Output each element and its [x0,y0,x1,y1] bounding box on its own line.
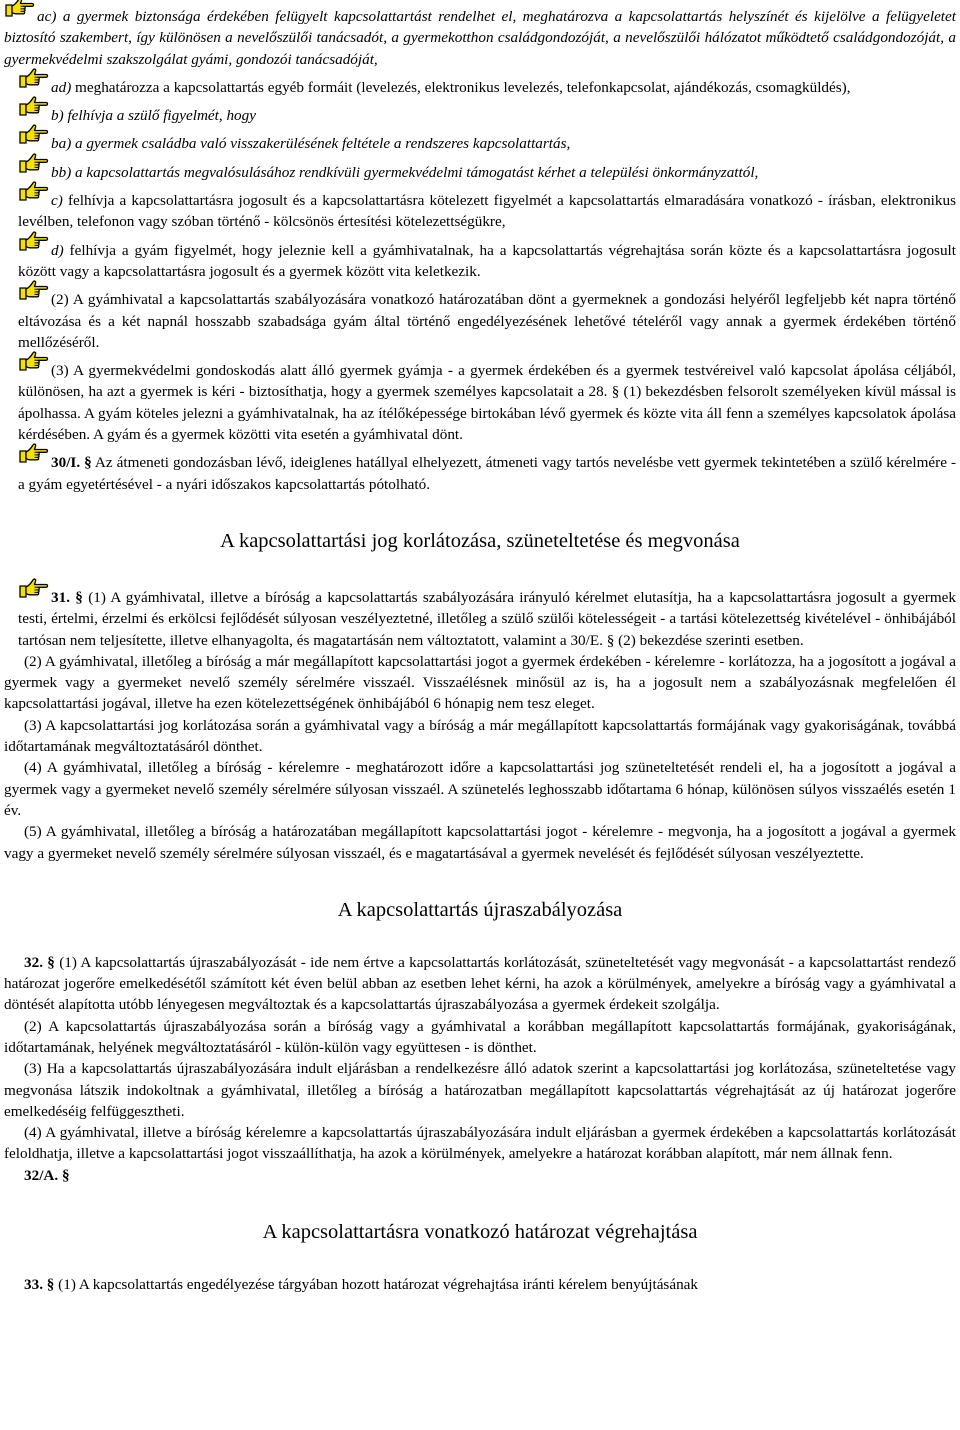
point-bb: bb) a kapcsolattartás megvalósulásához rendkívüli gyermekvédelmi támogatást kérhet a települési önkormányzattól, [4,158,956,183]
pointing-hand-icon[interactable] [18,442,49,464]
section-number: 32. [24,953,43,971]
pointing-hand-icon[interactable] [18,279,49,301]
point-b: b) felhívja a szülő figyelmét, hogy [4,101,956,126]
section-31-2: (2) A gyámhivatal, illetőleg a bíróság a már megállapított kapcsolattartási jogot a gyermek érdekében - kérelemre - korlátozza, ha a jogosított a jogával a gyermek vagy a gyermeket nevelő személy sérelmére visszaél. Visszaélésnek minősül az is, ha a jogosult nem a szabályozásnak megfelelően él kapcsolattartási jogával, illetve ha ezen kötelezettségének önhibájából 6 hónapig nem tesz eleget. [4,652,956,713]
section-sign-link[interactable]: § [84,454,92,472]
section-sign-link[interactable]: § [61,1166,70,1184]
section-32-2: (2) A kapcsolattartás újraszabályozása során a bíróság vagy a gyámhivatal a korábban megállapított kapcsolattartás formájának, gyakoriságának, időtartamának, helyének megváltoztatásáról - külön-külön vagy együttesen - is dönthet. [4,1017,956,1056]
section-30i: 30/I. § Az átmeneti gondozásban lévő, ideiglenes hatállyal elhelyezett, átmeneti vagy tartós nevelésbe vett gyermek tekintetében a szülő kérelmére - a gyám egyetértésével - a nyári időszakos kapcsolattartás pótolható. [4,448,956,495]
heading-reregulation: A kapcsolattartás újraszabályozása [337,898,623,921]
pointing-hand-icon[interactable] [18,577,49,599]
heading-enforcement: A kapcsolattartásra vonatkozó határozat végrehajtása [262,1221,698,1244]
section-number: 33. [24,1276,43,1294]
section-31-5: (5) A gyámhivatal, illetőleg a bíróság a határozatában megállapított kapcsolattartási jogot - kérelemre - megvonja, ha a jogosított a jogával a gyermek vagy a gyermeket nevelő személy sérelmére súlyosan visszaél, és e magatartásával a gyermek nevelését és fejlődését súlyosan veszélyeztette. [4,823,956,862]
point-ad: ad) meghatározza a kapcsolattartás egyéb formáit (levelezés, elektronikus levelezés, telefonkapcsolat, ajándékozás, csomagküldés), [4,73,956,98]
pointing-hand-icon[interactable] [18,152,49,174]
section-32a [4,1165,956,1186]
section-33: 33. § (1) A kapcsolattartás engedélyezése tárgyában hozott határozat végrehajtása iránti kérelem benyújtásának [24,1276,699,1294]
section-sign-link[interactable]: § [47,953,55,971]
point-ba: ba) a gyermek családba való visszakerülésének feltétele a rendszeres kapcsolattartás, [4,129,956,154]
pointing-hand-icon[interactable] [18,180,49,202]
section-number: 31. [51,588,70,606]
section-sign-link[interactable]: § [46,1276,55,1294]
pointing-hand-icon[interactable] [18,230,49,252]
section-32: 32. § (1) A kapcsolattartás újraszabályozását - ide nem értve a kapcsolattartás korlátozását, szüneteltetését vagy megvonását - a kapcsolattartást rendező határozat jogerőre emelkedésétől számított két éven belül abban az esetben lehet kérni, ha azok a körülmények, amelyekre a bíróság vagy a gyámhivatal a döntését alapította utóbb lényegesen megváltoztak és a kapcsolattartás újraszabályozása a gyermek érdekeit szolgálja. [4,953,956,1014]
pointing-hand-icon[interactable] [18,123,49,145]
section-sign-link[interactable]: § [75,588,83,606]
section-number: 30/I. [51,454,81,472]
pointing-hand-icon[interactable] [18,350,49,372]
section-number: 32/A. [24,1166,59,1184]
section-31: 31. § (1) A gyámhivatal, illetve a bíróság a kapcsolattartás szabályozására irányuló kérelmet elutasítja, ha a kapcsolattartásra jogosult a gyermek testi, értelmi, érzelmi és erkölcsi fejlődését súlyosan veszélyeztetné, illetőleg a szülő szülői kötelességeit - a tartási kötelezettség kivételével - önhibájából tartósan nem teljesítette, illetve elhanyagolta, és magatartásán nem változtatott, valamint a 30/E. § (2) bekezdése szerinti esetben. [4,583,956,651]
section-31-4: (4) A gyámhivatal, illetőleg a bíróság - kérelemre - meghatározott időre a kapcsolattartási jog szüneteltetését rendeli el, ha a jogosított a jogával a gyermek vagy a gyermeket nevelő személy sérelmére súlyosan visszaél. A szünetelés leghosszabb időtartama 6 hónap, különösen súlyos visszaélés esetén 1 év. [4,759,956,819]
pointing-hand-icon[interactable] [4,0,35,18]
heading-restriction: A kapcsolattartási jog korlátozása, szüneteltetése és megvonása [220,529,740,552]
section-31-3: (3) A kapcsolattartási jog korlátozása során a gyámhivatal vagy a bíróság a már megállapított kapcsolattartás formájának vagy gyakoriságának, továbbá időtartamának megváltoztatásáról dönthet. [4,716,956,756]
pointing-hand-icon[interactable] [18,67,49,89]
section-32-3: (3) Ha a kapcsolattartás újraszabályozására indult eljárásban a rendelkezésre álló adatok szerint a kapcsolattartási jog korlátozása, szüneteltetése vagy megvonása látszik indokoltnak a gyámhivatal, illetőleg a bíróság a határozatban megállapított kapcsolattartás végrehajtását az új határozat jogerőre emelkedéséig felfüggesztheti. [4,1060,956,1120]
point-ac-text: ac) a gyermek biztonsága érdekében felügyelt kapcsolattartást rendelhet el, meghatározva a kapcsolattartás helyszínét és kijelölve a felügyeletet biztosító szakembert, így különösen a nevelőszülői tanácsadót, a gyermekotthon családgondozóját, a nevelőszülői hálózatot működtető családgondozóját, a gyermekvédelmi szakszolgálat gyámi, gondozói tanácsadóját, [4,8,956,68]
paragraph-2: (2) A gyámhivatal a kapcsolattartás szabályozására vonatkozó határozatában dönt a gyermeknek a gondozási helyéről legfeljebb két napra történő eltávozása és a két napnál hosszabb szabadsága gyám által történő engedélyezésének lehetővé tételéről vagy annak a gyermek érdekében történő mellőzéséről. [4,285,956,353]
point-d: d) felhívja a gyám figyelmét, hogy jeleznie kell a gyámhivatalnak, ha a kapcsolattartás végrehajtása során közte és a kapcsolattartásra jogosult között vagy a kapcsolattartásra jogosult és a gyermek között vita keletkezik. [4,236,956,283]
paragraph-3: (3) A gyermekvédelmi gondoskodás alatt álló gyermek gyámja - a gyermek érdekében és a gyermek testvéreivel való kapcsolat ápolása céljából, különösen, ha azt a gyermek is kéri - biztosíthatja, hogy a gyermek személyes kapcsolatait a 28. § (1) bekezdésben felsorolt személyeken kívül mással is ápolhassa. A gyám köteles jelezni a gyámhivatalnak, ha az ítélőképessége birtokában lévő gyermek és közte vita áll fenn a személyes kapcsolatok ápolása kérdésében. A gyám és a gyermek közötti vita esetén a gyámhivatal dönt. [4,356,956,445]
point-c: c) felhívja a kapcsolattartásra jogosult és a kapcsolattartásra kötelezett figyelmét a kapcsolattartás elmaradására vonatkozó - írásban, elektronikus levélben, telefonon vagy szóban történő - kölcsönös értesítési kötelezettségükre, [4,186,956,233]
pointing-hand-icon[interactable] [18,95,49,117]
point-ac [4,2,956,70]
section-32-4: (4) A gyámhivatal, illetve a bíróság kérelemre a kapcsolattartás újraszabályozására indult eljárásban a gyermek érdekében a kapcsolattartás korlátozását feloldhatja, illetve a kapcsolattartási jogot visszaállíthatja, ha azok a körülmények, amelyekre a határozat korábban alapított, már nem állnak fenn. [4,1124,956,1163]
